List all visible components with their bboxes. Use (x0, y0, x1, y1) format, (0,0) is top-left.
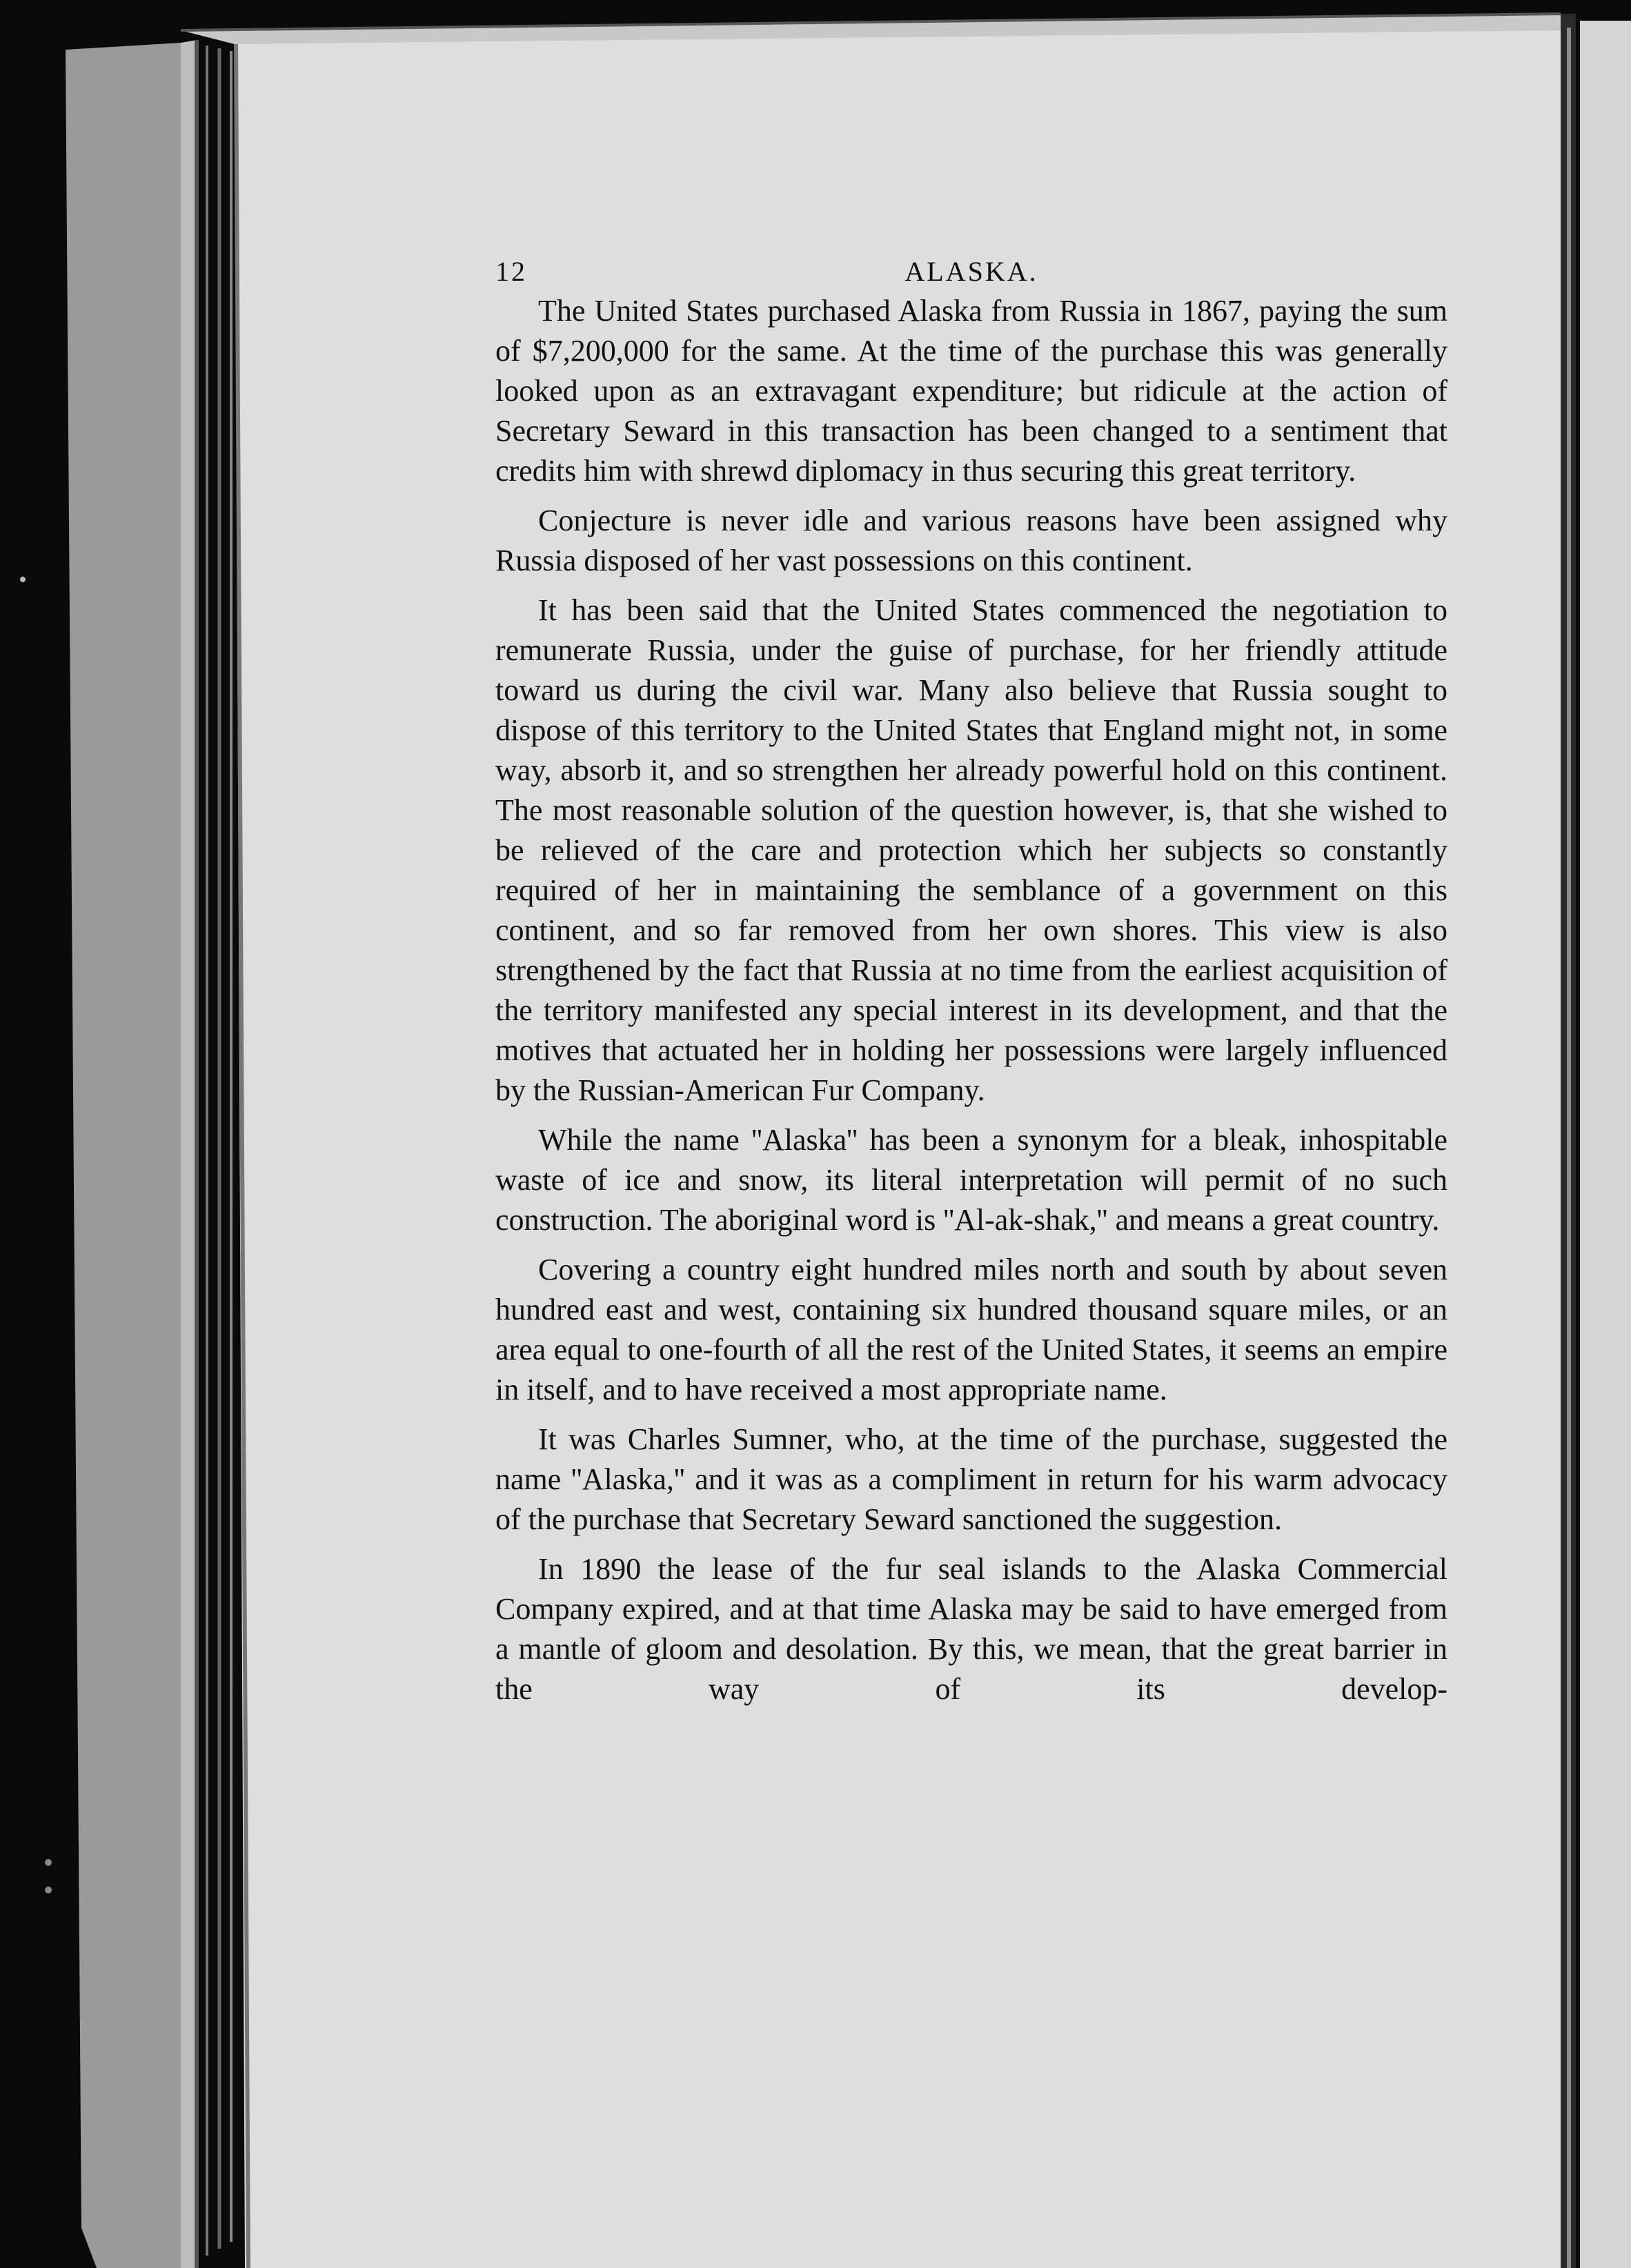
paragraph: Conjecture is never idle and various reasons have been assigned why Russia disposed of her vast possessions on this continent. (495, 504, 1447, 577)
paragraph: It has been said that the United States commenced the negotiation to remunerate Russia, under the guise of purchase, for her friendly attitude toward us during the civil war. Many also believe that Russia sought to dispose of this territory to the United States that England might not, in some way, absorb it, and so strengthen her already powerful hold on this continent. The most reasonable solution of the question however, is, that she wished to be relieved of the care and protection which her subjects so constantly required of her in maintaining the semblance of a government on this continent, and so far removed from her own shores. This view is also strengthened by the fact that Russia at no time from the earliest acquisition of the territory manifested any special interest in its development, and that the motives that actuated her in holding her possessions were largely influenced by the Russian-American Fur Company. (495, 593, 1447, 1107)
paragraph: The United States purchased Alaska from Russia in 1867, paying the sum of $7,200,000 for the same. At the time of the purchase this was generally looked upon as an extravagant expenditure; but ridicule at the action of Secretary Seward in this transaction has been changed to a sentiment that credits him with shrewd diplomacy in thus securing this great territory. (495, 294, 1447, 488)
page-text-block (495, 248, 1447, 1719)
paragraph: Covering a country eight hundred miles north and south by about seven hundred east and west, containing six hundred thousand square miles, or an area equal to one-fourth of all the rest of the United States, it seems an empire in itself, and to have received a most appropriate name. (495, 1253, 1447, 1406)
running-head (495, 248, 1447, 291)
page-number: 12 (495, 256, 527, 287)
running-title: ALASKA. (905, 256, 1038, 287)
paragraph: While the name ''Alaska'' has been a synonym for a bleak, inhospitable waste of ice and snow, its literal interpretation will permit of no such construction. The aboriginal word is ''Al-ak-shak,'' and means a great country. (495, 1123, 1447, 1237)
paragraph: In 1890 the lease of the fur seal islands to the Alaska Commercial Company expired, and at that time Alaska may be said to have emerged from a mantle of gloom and desolation. By this, we mean, that the great barrier in the way of its develop- (495, 1552, 1447, 1706)
paragraph: It was Charles Sumner, who, at the time of the purchase, suggested the name ''Alaska,'' and it was as a compliment in return for his warm advocacy of the purchase that Secretary Seward sanctioned the suggestion. (495, 1422, 1447, 1536)
